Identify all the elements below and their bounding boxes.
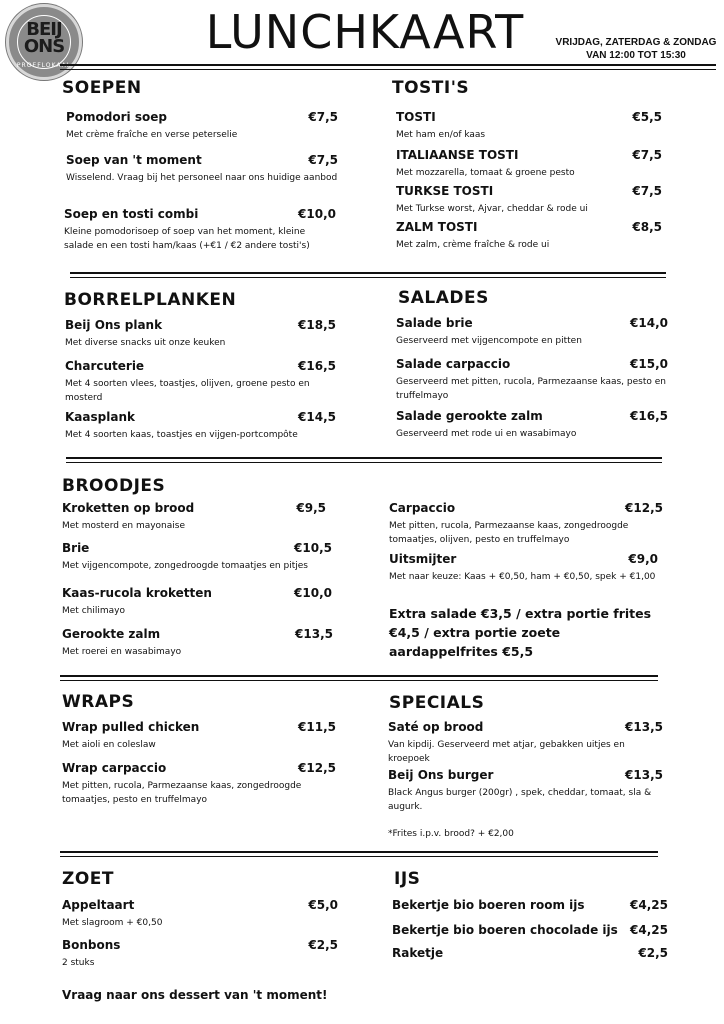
item-name: Pomodori soep [66,110,167,124]
item-price: €4,25 [630,898,668,912]
section-title-wraps: WRAPS [62,692,135,712]
menu-item [62,761,336,807]
menu-item [396,316,668,348]
item-name: Saté op brood [388,720,484,734]
item-name: Salade carpaccio [396,357,511,371]
item-name: TOSTI [396,110,436,124]
item-description: Met mozzarella, tomaat & groene pesto [396,168,575,178]
divider [60,675,658,677]
item-description: Met pitten, rucola, Parmezaanse kaas, zongedroogde tomaatjes, pesto en truffelmayo [62,781,302,805]
item-price: €10,5 [294,541,332,555]
menu-item [388,720,663,766]
item-price: €15,0 [630,357,668,371]
item-name: Kroketten op brood [62,501,195,515]
menu-item [396,184,662,216]
item-price: €14,5 [298,410,336,424]
item-name: Soep van 't moment [66,153,202,167]
divider [66,462,662,463]
menu-item [65,410,336,442]
item-price: €10,0 [294,586,332,600]
item-price: €13,5 [295,627,333,641]
item-name: Raketje [392,946,444,960]
menu-item [388,768,663,814]
item-price: €16,5 [630,409,668,423]
item-description: Met crème fraîche en verse peterselie [66,130,238,140]
item-price: €12,5 [298,761,336,775]
item-name: Brie [62,541,90,555]
divider [60,64,716,66]
section-title-broodjes: BROODJES [62,476,166,496]
item-description: Wisselend. Vraag bij het personeel naar ons huidige aanbod [66,173,338,183]
extras-note: Extra salade €3,5 / extra portie frites €4,5 / extra portie zoete aardappelfrites €5,5 [389,606,652,659]
item-name: Charcuterie [65,359,145,373]
item-description: Met ham en/of kaas [396,130,486,140]
menu-item [65,359,336,405]
divider [60,851,658,853]
item-price: €9,5 [296,501,326,515]
section-title-salades: SALADES [398,288,489,308]
item-description: Geserveerd met vijgencompote en pitten [396,336,582,346]
menu-item [396,357,668,403]
item-description: Met slagroom + €0,50 [62,918,163,928]
item-name: Carpaccio [389,501,456,515]
item-name: Wrap pulled chicken [62,720,200,734]
item-price: €10,0 [298,207,336,221]
menu-item [392,923,668,938]
logo-subtitle: PROEFLOKAAL [16,62,72,69]
item-price: €7,5 [308,110,338,124]
item-price: €7,5 [308,153,338,167]
item-name: Gerookte zalm [62,627,161,641]
section-title-specials: SPECIALS [389,693,485,713]
item-price: €18,5 [298,318,336,332]
item-name: TURKSE TOSTI [396,184,494,198]
opening-time: VAN 12:00 TOT 15:30 [586,50,686,61]
item-name: Salade brie [396,316,473,330]
menu-item [62,720,336,752]
divider [70,277,666,278]
item-description: Met aioli en coleslaw [62,740,156,750]
item-description: Met roerei en wasabimayo [62,647,182,657]
item-name: Kaas-rucola kroketten [62,586,212,600]
item-description: 2 stuks [62,958,95,968]
menu-item [396,220,662,252]
opening-hours [552,36,720,62]
item-price: €5,5 [632,110,662,124]
item-description: Met zalm, crème fraîche & rode ui [396,240,550,250]
divider [60,680,658,681]
item-price: €14,0 [630,316,668,330]
item-name: Kaasplank [65,410,135,424]
menu-item [62,501,326,533]
divider [60,856,658,857]
item-name: Uitsmijter [389,552,457,566]
item-price: €13,5 [625,768,663,782]
item-description: Met 4 soorten kaas, toastjes en vijgen-portcompôte [65,430,298,440]
item-description: Met pitten, rucola, Parmezaanse kaas, zongedroogde tomaatjes, olijven, pesto en truffelmayo [389,521,629,545]
item-name: Bekertje bio boeren room ijs [392,898,585,912]
item-price: €7,5 [632,148,662,162]
menu-item [392,946,668,961]
item-description: Geserveerd met rode ui en wasabimayo [396,429,577,439]
menu-item [62,938,338,970]
item-price: €8,5 [632,220,662,234]
item-price: €4,25 [630,923,668,937]
item-description: Met diverse snacks uit onze keuken [65,338,226,348]
menu-item [65,318,336,350]
menu-item [389,501,663,547]
item-description: Met mosterd en mayonaise [62,521,185,531]
item-price: €9,0 [628,552,658,566]
item-description: Black Angus burger (200gr) , spek, cheddar, tomaat, sla & augurk. [388,788,652,812]
logo-line-2: ONS [23,36,65,57]
menu-item [62,898,338,930]
menu-item [389,552,658,584]
item-price: €16,5 [298,359,336,373]
item-price: €2,5 [308,938,338,952]
section-title-borrelplanken: BORRELPLANKEN [64,290,237,310]
dessert-note: Vraag naar ons dessert van 't moment! [62,988,328,1002]
divider [66,457,662,459]
menu-item [62,627,333,659]
divider [70,272,666,274]
item-price: €12,5 [625,501,663,515]
section-title-ijs: IJS [394,869,421,889]
logo-line-1: BEIJ [26,19,62,40]
item-name: Soep en tosti combi [64,207,199,221]
item-description: Met chilimayo [62,606,125,616]
menu-item [66,110,338,142]
section-title-soepen: SOEPEN [62,78,142,98]
item-price: €2,5 [638,946,668,960]
item-description: Met naar keuze: Kaas + €0,50, ham + €0,50, spek + €1,00 [389,572,656,582]
item-description: Met 4 soorten vlees, toastjes, olijven, groene pesto en mosterd [65,379,310,403]
item-name: Beij Ons plank [65,318,163,332]
item-name: Bonbons [62,938,121,952]
item-price: €11,5 [298,720,336,734]
menu-item [62,586,332,618]
page-title: LUNCHKAART [205,5,525,59]
opening-days: VRIJDAG, ZATERDAG & ZONDAG [555,37,717,48]
divider [60,69,716,70]
section-title-tostis: TOSTI'S [392,78,470,98]
item-description: Geserveerd met pitten, rucola, Parmezaanse kaas, pesto en truffelmayo [396,377,666,401]
item-name: Appeltaart [62,898,135,912]
item-name: Bekertje bio boeren chocolade ijs [392,923,618,937]
item-description: Kleine pomodorisoep of soep van het moment, kleine salade en een tosti ham/kaas (+€1 / €2 andere tosti's) [64,227,310,251]
item-name: Salade gerookte zalm [396,409,543,423]
menu-item [392,898,668,913]
item-name: Wrap carpaccio [62,761,167,775]
menu-item [62,541,332,573]
item-description: Met vijgencompote, zongedroogde tomaatjes en pitjes [62,561,308,571]
menu-item [64,207,336,253]
item-name: Beij Ons burger [388,768,494,782]
item-price: €7,5 [632,184,662,198]
menu-item [396,409,668,441]
frites-note: *Frites i.p.v. brood? + €2,00 [388,829,514,839]
section-title-zoet: ZOET [62,869,114,889]
menu-item [396,110,662,142]
item-description: Van kipdij. Geserveerd met atjar, gebakken uitjes en kroepoek [388,740,625,764]
item-price: €5,0 [308,898,338,912]
item-name: ITALIAANSE TOSTI [396,148,519,162]
menu-item [396,148,662,180]
item-description: Met Turkse worst, Ajvar, cheddar & rode ui [396,204,588,214]
item-name: ZALM TOSTI [396,220,478,234]
menu-item [66,153,338,185]
item-price: €13,5 [625,720,663,734]
